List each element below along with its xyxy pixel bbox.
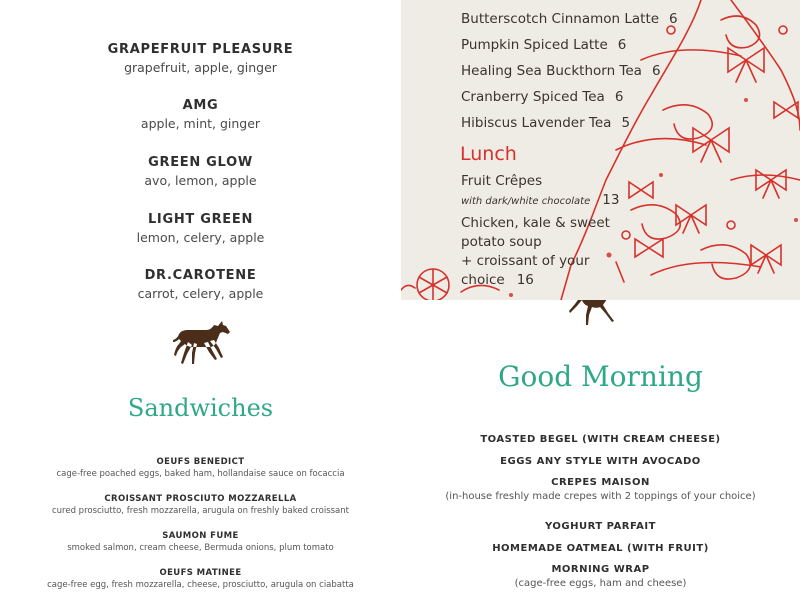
breakfast-name: CREPES MAISON	[551, 477, 650, 488]
drink-item	[461, 10, 678, 28]
juice-ingredients: avo, lemon, apple	[144, 173, 257, 188]
drink-name: Hibiscus Lavender Tea	[461, 115, 612, 131]
breakfast-desc: (in-house freshly made crepes with 2 toppings of your choice)	[445, 491, 756, 502]
juice-item	[0, 211, 401, 247]
juice-name: LIGHT GREEN	[147, 212, 254, 227]
crepes-price: 13	[602, 192, 620, 208]
breakfast-desc: (cage-free eggs, ham and cheese)	[514, 578, 687, 589]
juice-ingredients: grapefruit, apple, ginger	[124, 60, 277, 75]
drink-item	[461, 62, 661, 80]
lunch-item-crepes	[461, 172, 619, 211]
good-morning-title: Good Morning	[498, 360, 703, 393]
breakfast-name: TOASTED BEGEL (WITH CREAM CHEESE)	[480, 434, 721, 445]
sandwich-item	[0, 530, 401, 555]
juice-ingredients: lemon, celery, apple	[136, 230, 265, 245]
sandwich-desc: smoked salmon, cream cheese, Bermuda onions, plum tomato	[67, 543, 334, 553]
cafe-lunch-panel	[401, 0, 800, 300]
sandwich-desc: cage-free egg, fresh mozzarella, cheese, prosciutto, arugula on ciabatta	[47, 580, 354, 590]
sandwich-name: SAUMON FUME	[162, 531, 239, 541]
breakfast-item	[401, 476, 800, 504]
horse-icon	[566, 300, 636, 330]
juice-name: GRAPEFRUIT PLEASURE	[107, 42, 294, 57]
drink-price: 5	[621, 115, 631, 131]
soup-line: Chicken, kale & sweet	[461, 215, 610, 231]
juice-ingredients: carrot, celery, apple	[137, 286, 264, 300]
juice-item	[0, 154, 401, 190]
juice-name: GREEN GLOW	[148, 155, 253, 170]
drink-price: 6	[651, 63, 661, 79]
breakfast-name: HOMEMADE OATMEAL (WITH FRUIT)	[492, 543, 709, 554]
drink-name: Healing Sea Buckthorn Tea	[461, 63, 642, 79]
sandwich-desc: cage-free poached eggs, baked ham, hollandaise sauce on focaccia	[56, 469, 345, 479]
drink-price: 6	[669, 11, 678, 27]
breakfast-name: YOGHURT PARFAIT	[545, 521, 656, 532]
juice-ingredients: apple, mint, ginger	[140, 116, 261, 131]
soup-line: choice	[461, 272, 505, 288]
drink-item	[461, 36, 626, 54]
juice-item	[0, 267, 401, 300]
juice-name: AMG	[182, 98, 219, 113]
sandwich-name: OEUFS BENEDICT	[156, 457, 245, 467]
drink-item	[461, 114, 630, 132]
juice-menu-panel	[0, 0, 401, 300]
soup-line: + croissant of your	[461, 253, 590, 269]
breakfast-name: MORNING WRAP	[551, 564, 650, 575]
breakfast-item	[401, 455, 800, 469]
breakfast-item	[401, 520, 800, 534]
breakfast-item	[401, 542, 800, 556]
crepes-subtitle: with dark/white chocolate	[461, 196, 591, 207]
drink-name: Cranberry Spiced Tea	[461, 89, 605, 105]
sandwich-menu-panel	[0, 300, 401, 600]
breakfast-item	[401, 433, 800, 447]
drink-price: 6	[614, 89, 624, 105]
breakfast-name: EGGS ANY STYLE WITH AVOCADO	[500, 456, 701, 467]
breakfast-menu-panel	[401, 300, 800, 600]
sandwiches-title: Sandwiches	[127, 394, 274, 422]
sandwich-item	[0, 456, 401, 481]
soup-line: potato soup	[461, 234, 542, 250]
drink-price: 6	[617, 37, 627, 53]
juice-name: DR.CAROTENE	[144, 268, 257, 283]
crepes-name: Fruit Crêpes	[461, 173, 543, 189]
sandwich-item	[0, 567, 401, 592]
soup-price: 16	[516, 272, 534, 288]
drink-name: Pumpkin Spiced Latte	[461, 37, 608, 53]
lunch-title: Lunch	[460, 143, 517, 165]
drink-item	[461, 88, 623, 106]
sandwich-item	[0, 493, 401, 518]
juice-item	[0, 97, 401, 133]
lunch-item-soup	[461, 214, 610, 290]
drink-name: Butterscotch Cinnamon Latte	[461, 11, 660, 27]
breakfast-item	[401, 563, 800, 591]
sandwich-name: OEUFS MATINEE	[159, 568, 242, 578]
sandwich-name: CROISSANT PROSCIUTO MOZZARELLA	[104, 494, 297, 504]
juice-item	[0, 41, 401, 77]
sandwich-desc: cured prosciutto, fresh mozzarella, arugula on freshly baked croissant	[51, 506, 349, 516]
horse-icon	[168, 320, 232, 366]
